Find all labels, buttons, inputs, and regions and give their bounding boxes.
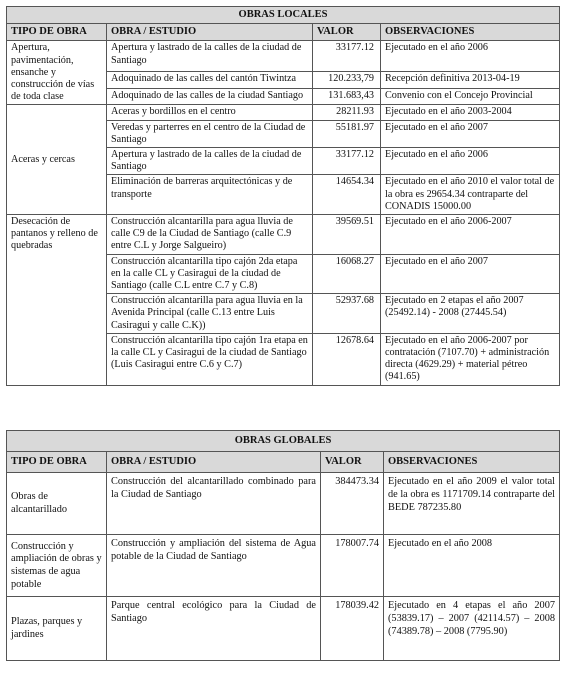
valor-cell: 178007.74 bbox=[321, 535, 384, 597]
valor-cell: 131.683,43 bbox=[313, 88, 381, 105]
valor-cell: 14654.34 bbox=[313, 175, 381, 215]
obs-cell: Recepción definitiva 2013-04-19 bbox=[381, 71, 560, 88]
tipo-cell: Aceras y cercas bbox=[7, 105, 107, 215]
table-title: OBRAS GLOBALES bbox=[7, 431, 560, 452]
col-header-observaciones: OBSERVACIONES bbox=[381, 24, 560, 41]
col-header-observaciones: OBSERVACIONES bbox=[384, 452, 560, 473]
valor-cell: 120.233,79 bbox=[313, 71, 381, 88]
obra-cell: Eliminación de barreras arquitectónicas y de transporte bbox=[107, 175, 313, 215]
valor-cell: 28211.93 bbox=[313, 105, 381, 120]
header-row bbox=[7, 24, 560, 41]
table-row bbox=[7, 215, 560, 255]
obra-cell: Apertura y lastrado de la calles de la ciudad de Santiago bbox=[107, 148, 313, 175]
table-row bbox=[7, 535, 560, 597]
table-row bbox=[7, 105, 560, 120]
valor-cell: 55181.97 bbox=[313, 120, 381, 147]
obra-cell: Apertura y lastrado de la calles de la ciudad de Santiago bbox=[107, 41, 313, 71]
obra-cell: Parque central ecológico para la Ciudad de Santiago bbox=[107, 597, 321, 661]
obra-cell: Adoquinado de las calles de la ciudad Santiago bbox=[107, 88, 313, 105]
obs-cell: Ejecutado en el año 2006-2007 bbox=[381, 215, 560, 255]
obra-cell: Adoquinado de las calles del cantón Tiwintza bbox=[107, 71, 313, 88]
valor-cell: 39569.51 bbox=[313, 215, 381, 255]
obs-cell: Ejecutado en el año 2008 bbox=[384, 535, 560, 597]
valor-cell: 33177.12 bbox=[313, 41, 381, 71]
tipo-cell: Desecación de pantanos y relleno de quebradas bbox=[7, 215, 107, 386]
valor-cell: 178039.42 bbox=[321, 597, 384, 661]
valor-cell: 33177.12 bbox=[313, 148, 381, 175]
header-row bbox=[7, 452, 560, 473]
col-header-valor: VALOR bbox=[313, 24, 381, 41]
col-header-valor: VALOR bbox=[321, 452, 384, 473]
obs-cell: Ejecutado en el año 2006 bbox=[381, 41, 560, 71]
col-header-tipo: TIPO DE OBRA bbox=[7, 24, 107, 41]
valor-cell: 384473.34 bbox=[321, 473, 384, 535]
obra-cell: Construcción alcantarilla para agua lluvia de calle C9 de la Ciudad de Santiago (calle C.9 entre C.L y Jorge Salgueiro) bbox=[107, 215, 313, 255]
valor-cell: 16068.27 bbox=[313, 254, 381, 294]
obs-cell: Ejecutado en el año 2007 bbox=[381, 120, 560, 147]
obs-cell: Ejecutado en el año 2006 bbox=[381, 148, 560, 175]
obs-cell: Convenio con el Concejo Provincial bbox=[381, 88, 560, 105]
obras-locales-table bbox=[6, 6, 560, 386]
tipo-cell: Obras de alcantarillado bbox=[7, 473, 107, 535]
title-row bbox=[7, 7, 560, 24]
tipo-cell: Plazas, parques y jardines bbox=[7, 597, 107, 661]
obra-cell: Construcción alcantarilla tipo cajón 2da etapa en la calle CL y Casiragui de la ciudad de Santiago (calle C.L entre C.7 y C.8) bbox=[107, 254, 313, 294]
tipo-cell: Construcción y ampliación de obras y sistemas de agua potable bbox=[7, 535, 107, 597]
table-row bbox=[7, 597, 560, 661]
table-title: OBRAS LOCALES bbox=[7, 7, 560, 24]
obra-cell: Aceras y bordillos en el centro bbox=[107, 105, 313, 120]
obs-cell: Ejecutado en el año 2007 bbox=[381, 254, 560, 294]
obras-globales-table bbox=[6, 430, 560, 661]
obs-cell: Ejecutado en el año 2009 el valor total de la obra es 1171709.14 contraparte del BEDE 787235.80 bbox=[384, 473, 560, 535]
tipo-cell: Apertura, pavimentación, ensanche y construcción de vías de toda clase bbox=[7, 41, 107, 105]
obra-cell: Construcción alcantarilla tipo cajón 1ra etapa en la calle CL y Casiragui de la ciudad de Santiago (Luis Casiragui entre C.6 y C.7) bbox=[107, 333, 313, 385]
obra-cell: Construcción del alcantarillado combinado para la Ciudad de Santiago bbox=[107, 473, 321, 535]
obs-cell: Ejecutado en el año 2010 el valor total de la obra es 29654.34 contraparte del CONADIS 15000.00 bbox=[381, 175, 560, 215]
col-header-obra: OBRA / ESTUDIO bbox=[107, 452, 321, 473]
table-row bbox=[7, 41, 560, 71]
obra-cell: Construcción alcantarilla para agua lluvia en la Avenida Principal (calle C.13 entre Luis Casiragui y calle C.K)) bbox=[107, 294, 313, 334]
obs-cell: Ejecutado en el año 2003-2004 bbox=[381, 105, 560, 120]
obra-cell: Veredas y parterres en el centro de la Ciudad de Santiago bbox=[107, 120, 313, 147]
valor-cell: 12678.64 bbox=[313, 333, 381, 385]
obs-cell: Ejecutado en el año 2006-2007 por contratación (7107.70) + administración directa (4629.29) + material pétreo (941.65) bbox=[381, 333, 560, 385]
title-row bbox=[7, 431, 560, 452]
col-header-tipo: TIPO DE OBRA bbox=[7, 452, 107, 473]
table-row bbox=[7, 473, 560, 535]
valor-cell: 52937.68 bbox=[313, 294, 381, 334]
obs-cell: Ejecutado en 2 etapas el año 2007 (25492.14) - 2008 (27445.54) bbox=[381, 294, 560, 334]
col-header-obra: OBRA / ESTUDIO bbox=[107, 24, 313, 41]
obra-cell: Construcción y ampliación del sistema de Agua potable de la Ciudad de Santiago bbox=[107, 535, 321, 597]
obs-cell: Ejecutado en 4 etapas el año 2007 (53839.17) – 2007 (42114.57) – 2008 (74389.78) – 2008 (7795.90) bbox=[384, 597, 560, 661]
